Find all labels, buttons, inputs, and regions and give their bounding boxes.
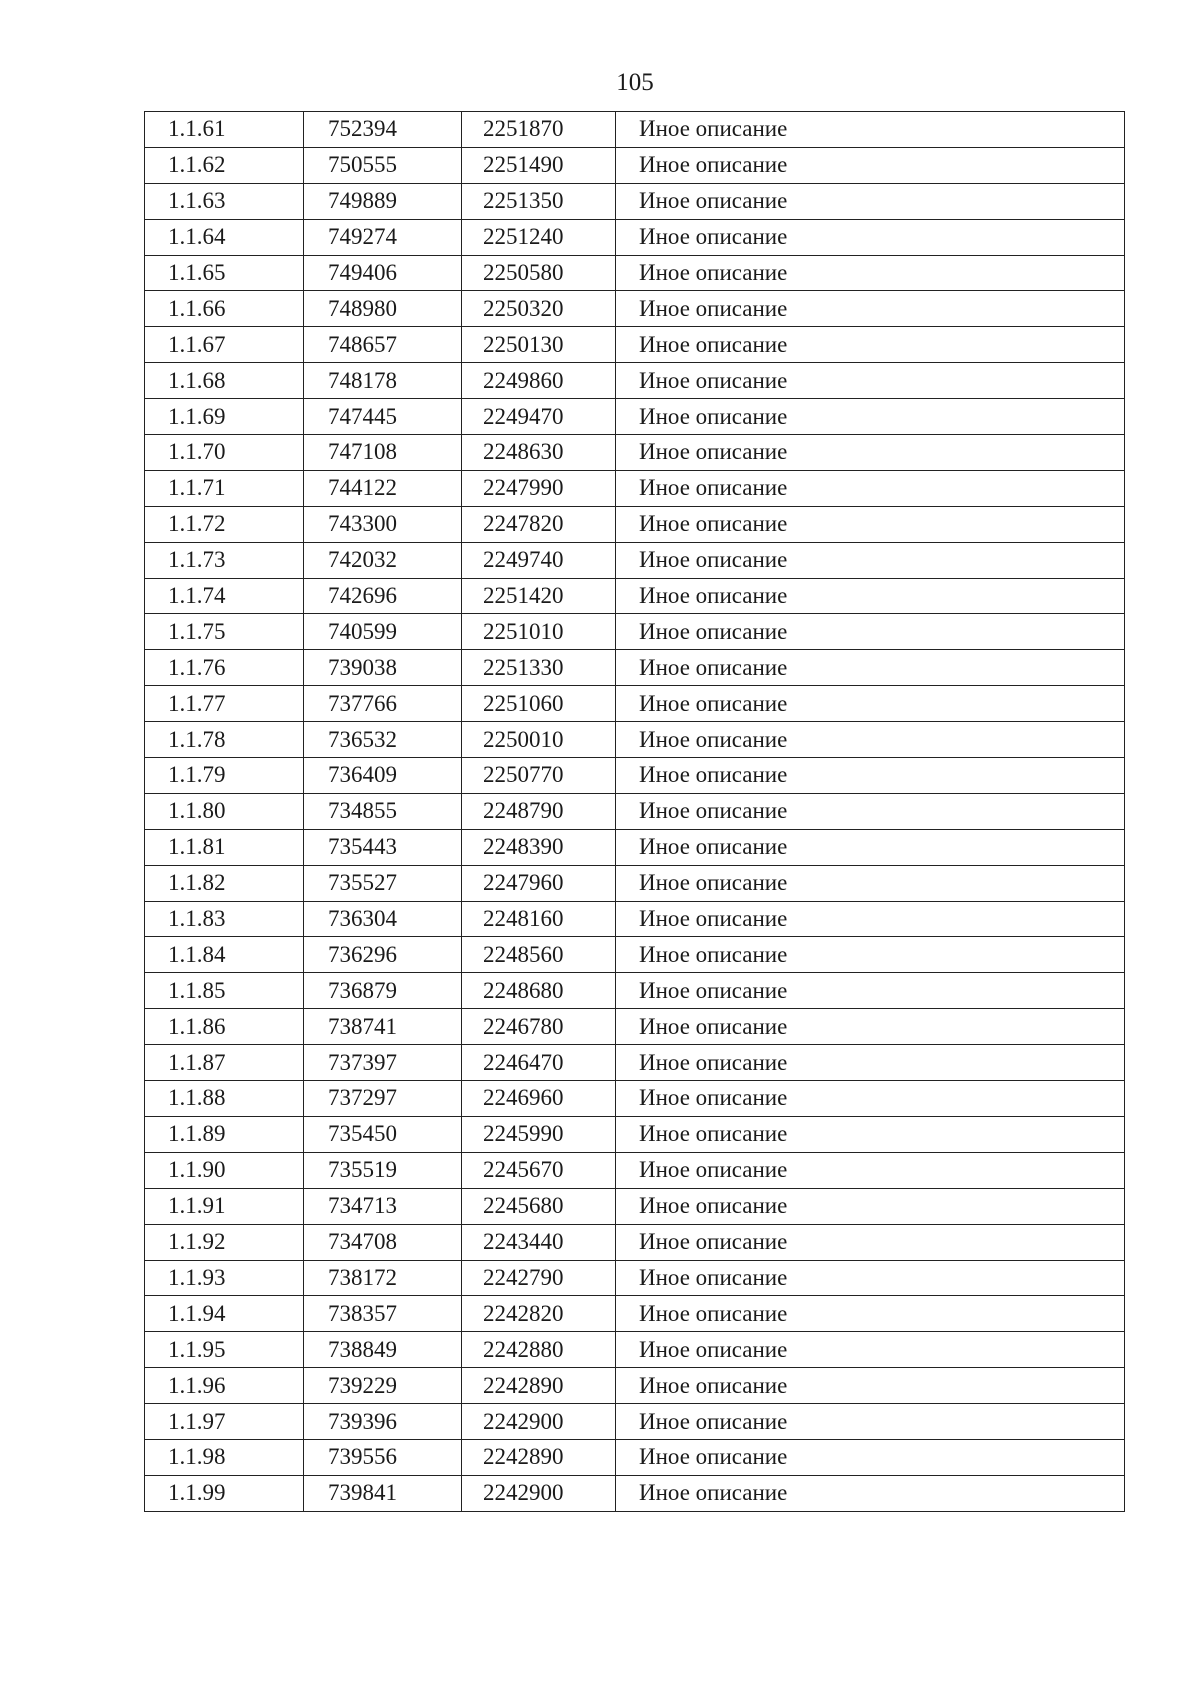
description-cell: Иное описание	[616, 470, 1125, 506]
x-coordinate-cell: 747445	[304, 399, 462, 435]
x-coordinate-cell: 749274	[304, 219, 462, 255]
description-cell: Иное описание	[616, 1332, 1125, 1368]
description-cell: Иное описание	[616, 829, 1125, 865]
x-coordinate-cell: 736879	[304, 973, 462, 1009]
y-coordinate-cell: 2251240	[462, 219, 616, 255]
point-number-cell: 1.1.89	[145, 1116, 304, 1152]
y-coordinate-cell: 2248630	[462, 435, 616, 471]
x-coordinate-cell: 735443	[304, 829, 462, 865]
table-row	[145, 901, 1125, 937]
y-coordinate-cell: 2250010	[462, 722, 616, 758]
x-coordinate-cell: 739229	[304, 1368, 462, 1404]
x-coordinate-cell: 736304	[304, 901, 462, 937]
x-coordinate-cell: 738357	[304, 1296, 462, 1332]
table-row	[145, 937, 1125, 973]
point-number-cell: 1.1.67	[145, 327, 304, 363]
point-number-cell: 1.1.76	[145, 650, 304, 686]
description-cell: Иное описание	[616, 1081, 1125, 1117]
description-cell: Иное описание	[616, 363, 1125, 399]
point-number-cell: 1.1.77	[145, 686, 304, 722]
point-number-cell: 1.1.64	[145, 219, 304, 255]
x-coordinate-cell: 737397	[304, 1045, 462, 1081]
x-coordinate-cell: 738172	[304, 1260, 462, 1296]
point-number-cell: 1.1.88	[145, 1081, 304, 1117]
table-row	[145, 1475, 1125, 1511]
y-coordinate-cell: 2243440	[462, 1224, 616, 1260]
coordinates-table	[144, 111, 1125, 1512]
y-coordinate-cell: 2247820	[462, 506, 616, 542]
description-cell: Иное описание	[616, 758, 1125, 794]
description-cell: Иное описание	[616, 578, 1125, 614]
point-number-cell: 1.1.66	[145, 291, 304, 327]
description-cell: Иное описание	[616, 506, 1125, 542]
y-coordinate-cell: 2251490	[462, 147, 616, 183]
page-number: 105	[616, 69, 654, 96]
table-row	[145, 1296, 1125, 1332]
point-number-cell: 1.1.83	[145, 901, 304, 937]
y-coordinate-cell: 2251330	[462, 650, 616, 686]
point-number-cell: 1.1.85	[145, 973, 304, 1009]
x-coordinate-cell: 740599	[304, 614, 462, 650]
x-coordinate-cell: 748980	[304, 291, 462, 327]
table-row	[145, 1081, 1125, 1117]
x-coordinate-cell: 749406	[304, 255, 462, 291]
y-coordinate-cell: 2242890	[462, 1439, 616, 1475]
point-number-cell: 1.1.75	[145, 614, 304, 650]
point-number-cell: 1.1.74	[145, 578, 304, 614]
y-coordinate-cell: 2246960	[462, 1081, 616, 1117]
x-coordinate-cell: 749889	[304, 183, 462, 219]
table-row	[145, 1188, 1125, 1224]
y-coordinate-cell: 2249470	[462, 399, 616, 435]
x-coordinate-cell: 734713	[304, 1188, 462, 1224]
y-coordinate-cell: 2251060	[462, 686, 616, 722]
y-coordinate-cell: 2251010	[462, 614, 616, 650]
description-cell: Иное описание	[616, 399, 1125, 435]
point-number-cell: 1.1.92	[145, 1224, 304, 1260]
description-cell: Иное описание	[616, 1045, 1125, 1081]
table-row	[145, 183, 1125, 219]
x-coordinate-cell: 742696	[304, 578, 462, 614]
description-cell: Иное описание	[616, 1116, 1125, 1152]
description-cell: Иное описание	[616, 435, 1125, 471]
x-coordinate-cell: 738849	[304, 1332, 462, 1368]
x-coordinate-cell: 734855	[304, 793, 462, 829]
y-coordinate-cell: 2242820	[462, 1296, 616, 1332]
y-coordinate-cell: 2247960	[462, 865, 616, 901]
description-cell: Иное описание	[616, 255, 1125, 291]
table-row	[145, 470, 1125, 506]
table-row	[145, 1224, 1125, 1260]
table-row	[145, 1439, 1125, 1475]
table-row	[145, 722, 1125, 758]
description-cell: Иное описание	[616, 1296, 1125, 1332]
description-cell: Иное описание	[616, 1224, 1125, 1260]
description-cell: Иное описание	[616, 865, 1125, 901]
y-coordinate-cell: 2242900	[462, 1404, 616, 1440]
description-cell: Иное описание	[616, 542, 1125, 578]
y-coordinate-cell: 2247990	[462, 470, 616, 506]
description-cell: Иное описание	[616, 686, 1125, 722]
table-row	[145, 829, 1125, 865]
table-row	[145, 1116, 1125, 1152]
description-cell: Иное описание	[616, 1152, 1125, 1188]
x-coordinate-cell: 736296	[304, 937, 462, 973]
y-coordinate-cell: 2242890	[462, 1368, 616, 1404]
y-coordinate-cell: 2250320	[462, 291, 616, 327]
point-number-cell: 1.1.96	[145, 1368, 304, 1404]
y-coordinate-cell: 2242900	[462, 1475, 616, 1511]
description-cell: Иное описание	[616, 793, 1125, 829]
x-coordinate-cell: 737297	[304, 1081, 462, 1117]
point-number-cell: 1.1.87	[145, 1045, 304, 1081]
x-coordinate-cell: 748178	[304, 363, 462, 399]
description-cell: Иное описание	[616, 183, 1125, 219]
point-number-cell: 1.1.71	[145, 470, 304, 506]
point-number-cell: 1.1.84	[145, 937, 304, 973]
table-row	[145, 793, 1125, 829]
description-cell: Иное описание	[616, 1439, 1125, 1475]
point-number-cell: 1.1.78	[145, 722, 304, 758]
point-number-cell: 1.1.82	[145, 865, 304, 901]
x-coordinate-cell: 736409	[304, 758, 462, 794]
table-row	[145, 435, 1125, 471]
table-row	[145, 219, 1125, 255]
x-coordinate-cell: 735527	[304, 865, 462, 901]
table-row	[145, 1260, 1125, 1296]
x-coordinate-cell: 739841	[304, 1475, 462, 1511]
x-coordinate-cell: 750555	[304, 147, 462, 183]
y-coordinate-cell: 2248680	[462, 973, 616, 1009]
table-row	[145, 147, 1125, 183]
point-number-cell: 1.1.70	[145, 435, 304, 471]
table-row	[145, 1009, 1125, 1045]
x-coordinate-cell: 735450	[304, 1116, 462, 1152]
y-coordinate-cell: 2248790	[462, 793, 616, 829]
point-number-cell: 1.1.97	[145, 1404, 304, 1440]
point-number-cell: 1.1.99	[145, 1475, 304, 1511]
description-cell: Иное описание	[616, 112, 1125, 148]
point-number-cell: 1.1.94	[145, 1296, 304, 1332]
description-cell: Иное описание	[616, 1368, 1125, 1404]
point-number-cell: 1.1.61	[145, 112, 304, 148]
description-cell: Иное описание	[616, 1188, 1125, 1224]
y-coordinate-cell: 2251420	[462, 578, 616, 614]
description-cell: Иное описание	[616, 722, 1125, 758]
point-number-cell: 1.1.81	[145, 829, 304, 865]
x-coordinate-cell: 737766	[304, 686, 462, 722]
x-coordinate-cell: 743300	[304, 506, 462, 542]
point-number-cell: 1.1.91	[145, 1188, 304, 1224]
x-coordinate-cell: 738741	[304, 1009, 462, 1045]
y-coordinate-cell: 2245680	[462, 1188, 616, 1224]
point-number-cell: 1.1.65	[145, 255, 304, 291]
table-row	[145, 255, 1125, 291]
table-row	[145, 291, 1125, 327]
table-row	[145, 1152, 1125, 1188]
description-cell: Иное описание	[616, 219, 1125, 255]
x-coordinate-cell: 747108	[304, 435, 462, 471]
y-coordinate-cell: 2250580	[462, 255, 616, 291]
y-coordinate-cell: 2248390	[462, 829, 616, 865]
description-cell: Иное описание	[616, 1404, 1125, 1440]
table-row	[145, 112, 1125, 148]
y-coordinate-cell: 2249860	[462, 363, 616, 399]
y-coordinate-cell: 2251350	[462, 183, 616, 219]
y-coordinate-cell: 2248560	[462, 937, 616, 973]
description-cell: Иное описание	[616, 650, 1125, 686]
x-coordinate-cell: 739556	[304, 1439, 462, 1475]
point-number-cell: 1.1.79	[145, 758, 304, 794]
table-row	[145, 614, 1125, 650]
point-number-cell: 1.1.90	[145, 1152, 304, 1188]
description-cell: Иное описание	[616, 614, 1125, 650]
table-row	[145, 363, 1125, 399]
description-cell: Иное описание	[616, 147, 1125, 183]
table-row	[145, 973, 1125, 1009]
x-coordinate-cell: 744122	[304, 470, 462, 506]
description-cell: Иное описание	[616, 1475, 1125, 1511]
table-row	[145, 758, 1125, 794]
x-coordinate-cell: 752394	[304, 112, 462, 148]
description-cell: Иное описание	[616, 291, 1125, 327]
point-number-cell: 1.1.62	[145, 147, 304, 183]
table-body	[145, 112, 1125, 1512]
point-number-cell: 1.1.93	[145, 1260, 304, 1296]
description-cell: Иное описание	[616, 973, 1125, 1009]
y-coordinate-cell: 2250130	[462, 327, 616, 363]
table-row	[145, 578, 1125, 614]
x-coordinate-cell: 748657	[304, 327, 462, 363]
point-number-cell: 1.1.80	[145, 793, 304, 829]
table-row	[145, 1332, 1125, 1368]
y-coordinate-cell: 2251870	[462, 112, 616, 148]
y-coordinate-cell: 2242880	[462, 1332, 616, 1368]
y-coordinate-cell: 2246780	[462, 1009, 616, 1045]
x-coordinate-cell: 739396	[304, 1404, 462, 1440]
table-row	[145, 542, 1125, 578]
y-coordinate-cell: 2245990	[462, 1116, 616, 1152]
table-row	[145, 1404, 1125, 1440]
x-coordinate-cell: 742032	[304, 542, 462, 578]
x-coordinate-cell: 739038	[304, 650, 462, 686]
point-number-cell: 1.1.86	[145, 1009, 304, 1045]
x-coordinate-cell: 736532	[304, 722, 462, 758]
y-coordinate-cell: 2242790	[462, 1260, 616, 1296]
x-coordinate-cell: 735519	[304, 1152, 462, 1188]
y-coordinate-cell: 2248160	[462, 901, 616, 937]
description-cell: Иное описание	[616, 937, 1125, 973]
table-row	[145, 650, 1125, 686]
point-number-cell: 1.1.63	[145, 183, 304, 219]
point-number-cell: 1.1.95	[145, 1332, 304, 1368]
y-coordinate-cell: 2250770	[462, 758, 616, 794]
point-number-cell: 1.1.98	[145, 1439, 304, 1475]
description-cell: Иное описание	[616, 901, 1125, 937]
point-number-cell: 1.1.68	[145, 363, 304, 399]
y-coordinate-cell: 2246470	[462, 1045, 616, 1081]
table-row	[145, 1368, 1125, 1404]
point-number-cell: 1.1.69	[145, 399, 304, 435]
description-cell: Иное описание	[616, 1009, 1125, 1045]
table-row	[145, 506, 1125, 542]
description-cell: Иное описание	[616, 327, 1125, 363]
description-cell: Иное описание	[616, 1260, 1125, 1296]
y-coordinate-cell: 2245670	[462, 1152, 616, 1188]
table-row	[145, 327, 1125, 363]
table-row	[145, 399, 1125, 435]
point-number-cell: 1.1.72	[145, 506, 304, 542]
table-row	[145, 865, 1125, 901]
table-row	[145, 1045, 1125, 1081]
table-row	[145, 686, 1125, 722]
y-coordinate-cell: 2249740	[462, 542, 616, 578]
point-number-cell: 1.1.73	[145, 542, 304, 578]
x-coordinate-cell: 734708	[304, 1224, 462, 1260]
